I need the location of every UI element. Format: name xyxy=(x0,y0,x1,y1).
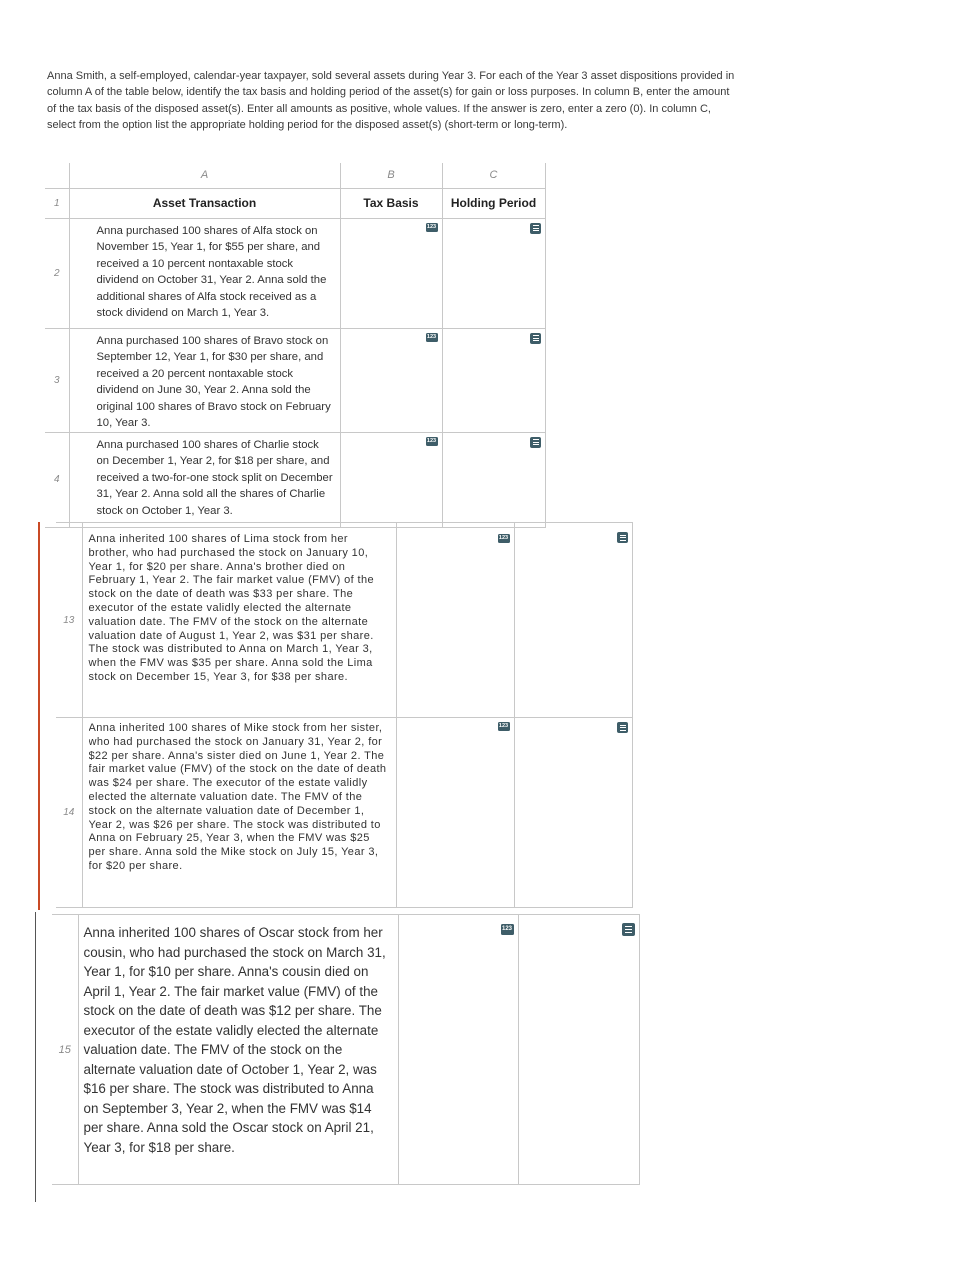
header-holding-period: Holding Period xyxy=(442,188,545,218)
asset-description: Anna purchased 100 shares of Charlie stock on December 1, Year 2, for $18 per share, and received a two-for-one stock split on December 31, Year 2. Anna sold all the shares of Charlie stock on October 1, Year 3. xyxy=(69,432,340,527)
asset-description-text: Anna purchased 100 shares of Alfa stock on November 15, Year 1, for $55 per share, and received a 10 percent nontaxable stock dividend on October 31, Year 2. Anna sold the additional shares of Alfa stock received as a stock dividend on March 1, Year 3. xyxy=(96,224,327,319)
instructions-text: Anna Smith, a self-employed, calendar-year taxpayer, sold several assets during Year 3. For each of the Year 3 asset dispositions provided in column A of the table below, identify the tax basis and holding period of the asset(s) for gain or loss purposes. In column B, enter the amount of the tax basis of the disposed asset(s). Enter all amounts as positive, whole values. If the answer is zero, enter a zero (0). In column C, select from the option list the appropriate holding period for the disposed asset(s) (short-term or long-term). xyxy=(47,70,735,131)
asset-table-middle xyxy=(56,522,633,908)
holding-period-cell[interactable] xyxy=(514,718,632,908)
holding-period-cell[interactable] xyxy=(442,328,545,432)
asset-description xyxy=(82,718,396,908)
list-select-icon[interactable] xyxy=(617,532,628,543)
asset-description: Anna inherited 100 shares of Lima stock from her brother, who had purchased the stock on January 10, Year 1, for $20 per share. Anna's brother died on February 1, Year 2. The fair market value (FMV) of the stock on the date of death was $33 per share. The executor of the estate validly elected the alternate valuation date. The FMV of the stock on the alternate valuation date of August 1, Year 2, was $31 per share. The stock was distributed to Anna on March 1, Year 3, when the FMV was $35 per share. Anna sold the Lima stock on December 15, Year 3, for $38 per share. xyxy=(82,523,396,718)
list-select-icon[interactable] xyxy=(530,333,541,344)
list-select-icon[interactable] xyxy=(530,223,541,234)
table-row xyxy=(52,915,639,1185)
segment-divider-bar xyxy=(38,522,40,910)
tax-basis-cell[interactable] xyxy=(340,218,442,328)
segment-divider-bar xyxy=(35,912,36,1202)
holding-period-cell[interactable] xyxy=(442,218,545,328)
row-number: 3 xyxy=(45,328,69,432)
asset-description xyxy=(69,218,340,328)
asset-description-text: Anna inherited 100 shares of Mike stock from her sister, who had purchased the stock on January 31, Year 2, for $22 per share. Anna's sister died on June 1, Year 2. The fair market value (FMV) of the stock on the date of death was $24 per share. The executor of the estate validly elected the alternate valuation date. The FMV of the stock on the alternate valuation date of December 1, Year 2, was $26 per share. The stock was distributed to Anna on February 25, Year 3, when the FMV was $25 per share. Anna sold the Mike stock on July 15, Year 3, for $20 per share. xyxy=(88,722,387,872)
asset-table-top xyxy=(45,163,546,528)
table-row xyxy=(45,432,545,527)
header-tax-basis: Tax Basis xyxy=(340,188,442,218)
numeric-input-icon[interactable]: 123 xyxy=(498,723,509,729)
asset-table-bottom xyxy=(52,914,640,1185)
numeric-input-icon[interactable]: 123 xyxy=(426,333,437,340)
corner-cell xyxy=(45,163,69,188)
list-select-icon[interactable] xyxy=(622,923,635,936)
numeric-input-icon[interactable]: 123 xyxy=(426,437,437,444)
holding-period-cell[interactable] xyxy=(442,432,545,527)
header-asset-transaction: Asset Transaction xyxy=(69,188,340,218)
row-number: 14 xyxy=(56,718,82,908)
numeric-input-icon[interactable]: 123 xyxy=(426,223,437,230)
asset-description: Anna inherited 100 shares of Oscar stock from her cousin, who had purchased the stock on March 31, Year 1, for $10 per share. Anna's cousin died on April 1, Year 2. The fair market value (FMV) of the stock on the date of death was $12 per share. The executor of the estate validly elected the alternate valuation date. The FMV of the stock on the alternate valuation date of October 1, Year 2, was $16 per share. The stock was distributed to Anna on September 3, Year 2, when the FMV was $14 per share. Anna sold the Oscar stock on April 21, Year 3, for $18 per share. xyxy=(78,915,398,1185)
row-number: 15 xyxy=(52,915,78,1185)
table-row xyxy=(56,718,632,908)
list-select-icon[interactable] xyxy=(617,722,628,733)
table-row xyxy=(56,523,632,718)
holding-period-cell[interactable] xyxy=(518,915,639,1185)
holding-period-cell[interactable] xyxy=(514,523,632,718)
table-row xyxy=(45,218,545,328)
row-number: 13 xyxy=(56,523,82,718)
row-number: 4 xyxy=(45,432,69,527)
column-letter-b: B xyxy=(340,163,442,188)
table-row xyxy=(45,328,545,432)
row-number: 2 xyxy=(45,218,69,328)
numeric-input-icon[interactable]: 123 xyxy=(501,924,514,935)
tax-basis-cell[interactable] xyxy=(340,328,442,432)
asset-description: Anna purchased 100 shares of Bravo stock on September 12, Year 1, for $30 per share, and received a 20 percent nontaxable stock dividend on June 30, Year 2. Anna sold the original 100 shares of Bravo stock on February 10, Year 3. xyxy=(69,328,340,432)
numeric-input-icon[interactable]: 123 xyxy=(498,535,509,541)
column-letter-a: A xyxy=(69,163,340,188)
column-letter-c: C xyxy=(442,163,545,188)
list-select-icon[interactable] xyxy=(530,437,541,448)
row-number: 1 xyxy=(45,188,69,218)
tax-basis-cell[interactable] xyxy=(340,432,442,527)
tax-basis-cell[interactable] xyxy=(396,523,514,718)
tax-basis-cell[interactable] xyxy=(398,915,518,1185)
tax-basis-cell[interactable] xyxy=(396,718,514,908)
